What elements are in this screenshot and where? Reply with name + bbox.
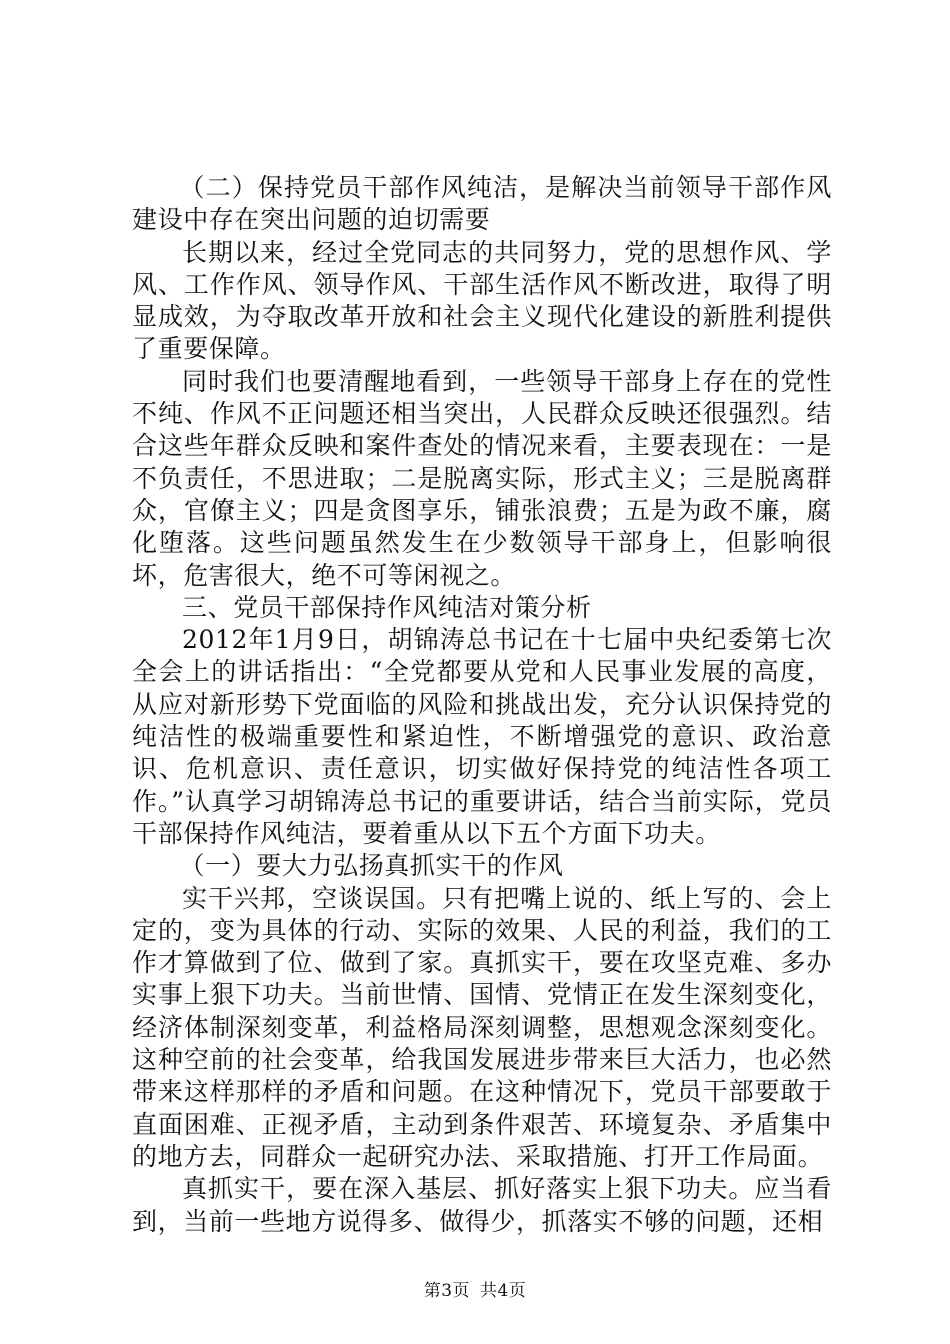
document-body [132,172,832,1238]
paragraph: 2012年1月9日，胡锦涛总书记在十七届中央纪委第七次全会上的讲话指出：“全党都要从党和人民事业发展的高度，从应对新形势下党面临的风险和挑战出发，充分认识保持党的纯洁性的极端重要性和紧迫性，不断增强党的意识、政治意识、危机意识、责任意识，切实做好保持党的纯洁性各项工作。”认真学习胡锦涛总书记的重要讲话，结合当前实际，党员干部保持作风纯洁，要着重从以下五个方面下功夫。 [132,625,832,848]
paragraph: 长期以来，经过全党同志的共同努力，党的思想作风、学风、工作作风、领导作风、干部生活作风不断改进，取得了明显成效，为夺取改革开放和社会主义现代化建设的新胜利提供了重要保障。 [132,237,832,364]
paragraph: 同时我们也要清醒地看到，一些领导干部身上存在的党性不纯、作风不正问题还相当突出，人民群众反映还很强烈。结合这些年群众反映和案件查处的情况来看，主要表现在：一是不负责任，不思进取；二是脱离实际，形式主义；三是脱离群众，官僚主义；四是贪图享乐，铺张浪费；五是为政不廉，腐化堕落。这些问题虽然发生在少数领导干部身上，但影响很坏，危害很大，绝不可等闲视之。 [132,366,832,590]
paragraph: 实干兴邦，空谈误国。只有把嘴上说的、纸上写的、会上定的，变为具体的行动、实际的效果、人民的利益，我们的工作才算做到了位、做到了家。真抓实干，要在攻坚克难、多办实事上狠下功夫。当前世情、国情、党情正在发生深刻变化，经济体制深刻变革，利益格局深刻调整，思想观念深刻变化。这种空前的社会变革，给我国发展进步带来巨大活力，也必然带来这样那样的矛盾和问题。在这种情况下，党员干部要敢于直面困难、正视矛盾，主动到条件艰苦、环境复杂、矛盾集中的地方去，同群众一起研究办法、采取措施、打开工作局面。 [132,883,832,1171]
paragraph: 真抓实干，要在深入基层、抓好落实上狠下功夫。应当看到，当前一些地方说得多、做得少，抓落实不够的问题，还相 [132,1174,832,1236]
page-footer [0,1276,950,1301]
section-heading: （一）要大力弘扬真抓实干的作风 [179,851,564,881]
page-number: 第3页 [423,1281,471,1301]
total-pages: 共4页 [479,1281,527,1301]
section-heading: 三、党员干部保持作风纯洁对策分析 [182,592,592,622]
section-heading: （二）保持党员干部作风纯洁，是解决当前领导干部作风建设中存在突出问题的迫切需要 [132,173,832,235]
